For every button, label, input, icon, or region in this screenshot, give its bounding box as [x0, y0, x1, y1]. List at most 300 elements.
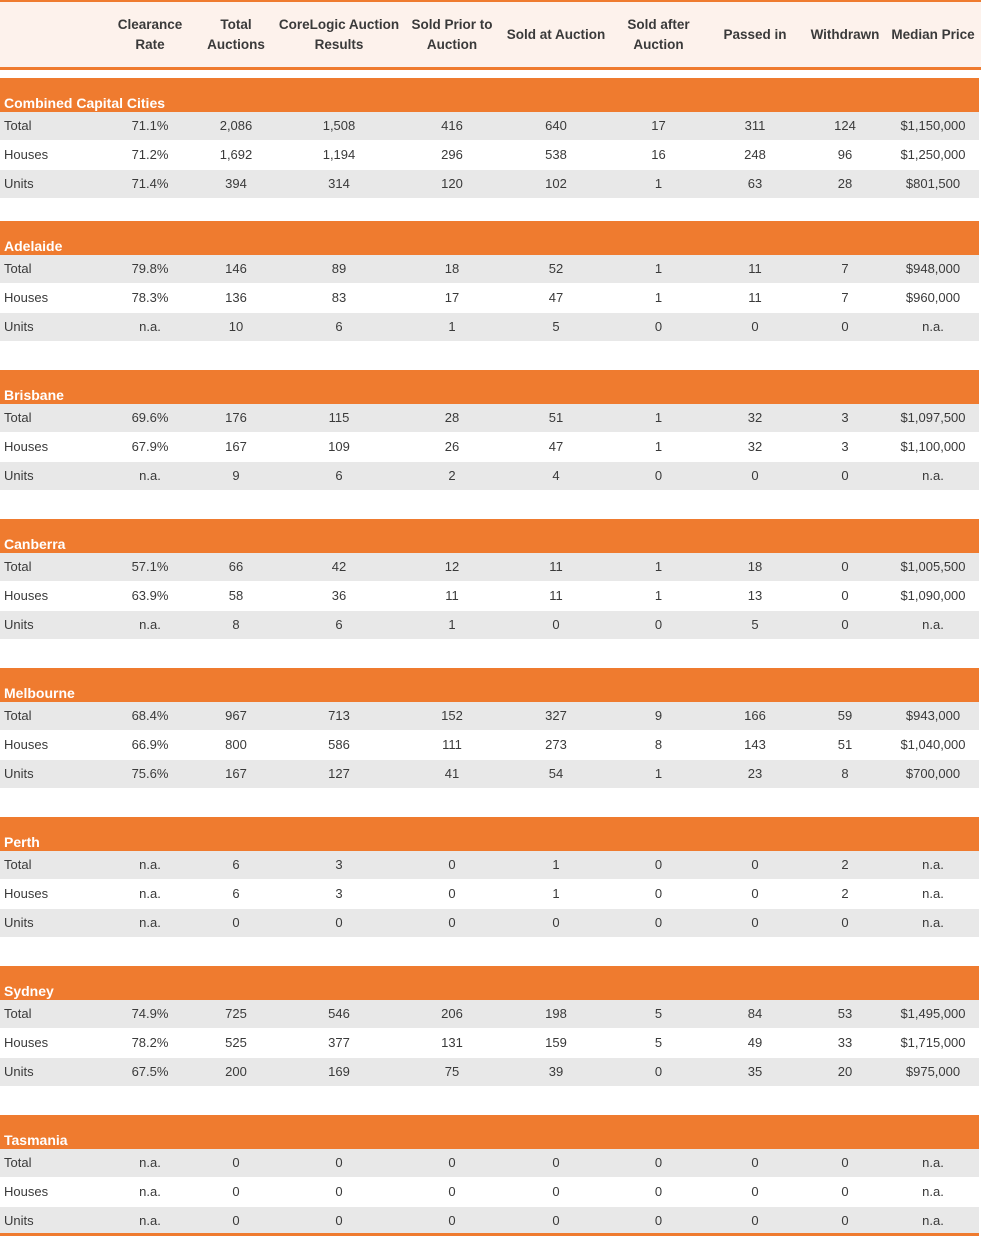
table-cell: $1,100,000: [900, 439, 966, 454]
table-cell: 84: [747, 1006, 763, 1021]
table-cell: 3: [841, 410, 849, 425]
column-header-line: Median Price: [891, 27, 975, 42]
table-cell: 0: [751, 1213, 759, 1228]
table-row: [0, 1149, 979, 1177]
table-cell: 83: [331, 290, 347, 305]
table-row: [0, 760, 979, 788]
table-cell: 57.1%: [131, 559, 169, 574]
table-cell: 75: [444, 1064, 460, 1079]
table-cell: 525: [225, 1035, 247, 1050]
table-cell: 79.8%: [131, 261, 169, 276]
table-cell: n.a.: [139, 617, 161, 632]
table-cell: 6: [232, 886, 240, 901]
table-cell: n.a.: [922, 1213, 944, 1228]
table-row: [0, 170, 979, 198]
table-row: [0, 553, 979, 581]
table-cell: 16: [651, 147, 666, 162]
table-cell: 28: [837, 176, 853, 191]
table-cell: n.a.: [922, 468, 944, 483]
table-cell: 146: [225, 261, 247, 276]
column-header-line: Results: [314, 37, 364, 52]
table-cell: 11: [445, 588, 459, 603]
table-cell: 394: [225, 176, 247, 191]
column-header: [198, 2, 274, 68]
table-cell: 0: [232, 1184, 240, 1199]
table-cell: 6: [335, 319, 343, 334]
table-cell: 0: [552, 1213, 560, 1228]
column-header: [805, 2, 885, 68]
table-cell: 1: [552, 857, 560, 872]
table-cell: $1,005,500: [900, 559, 966, 574]
table-cell: 198: [545, 1006, 567, 1021]
city-section: [0, 1115, 979, 1235]
table-cell: 169: [328, 1064, 350, 1079]
table-cell: $1,040,000: [900, 737, 966, 752]
city-name: Combined Capital Cities: [4, 95, 166, 111]
table-row: [0, 1207, 979, 1235]
city-heading-bar: [0, 817, 979, 851]
table-cell: 1: [654, 261, 663, 276]
table-cell: 5: [654, 1035, 663, 1050]
table-cell: 5: [751, 617, 759, 632]
table-cell: n.a.: [922, 857, 944, 872]
table-cell: 42: [331, 559, 347, 574]
table-row: [0, 433, 979, 461]
table-row: [0, 880, 979, 908]
table-cell: 0: [841, 559, 849, 574]
table-cell: 63.9%: [131, 588, 169, 603]
column-header: [885, 2, 981, 68]
table-cell: 0: [654, 915, 663, 930]
table-row: [0, 313, 979, 341]
table-cell: 109: [328, 439, 350, 454]
table-cell: 640: [545, 118, 567, 133]
table-cell: n.a.: [922, 915, 944, 930]
table-cell: 1,692: [219, 147, 253, 162]
table-cell: n.a.: [922, 1155, 944, 1170]
column-header-line: CoreLogic Auction: [278, 17, 400, 32]
row-label: Units: [4, 468, 34, 483]
table-cell: 0: [654, 886, 663, 901]
row-label: Units: [4, 319, 34, 334]
table-cell: n.a.: [922, 1184, 944, 1199]
table-cell: 96: [837, 147, 853, 162]
table-row: [0, 1058, 979, 1086]
row-label: Units: [4, 1064, 34, 1079]
table-cell: 28: [444, 410, 460, 425]
row-label: Total: [4, 261, 32, 276]
table-cell: 9: [232, 468, 240, 483]
table-cell: 176: [225, 410, 247, 425]
table-row: [0, 611, 979, 639]
table-cell: 0: [751, 1155, 759, 1170]
table-cell: 586: [328, 737, 350, 752]
table-cell: 143: [744, 737, 766, 752]
table-cell: 0: [841, 319, 849, 334]
city-name: Tasmania: [4, 1132, 68, 1148]
row-label: Units: [4, 617, 34, 632]
city-name: Adelaide: [4, 238, 63, 254]
table-cell: 12: [444, 559, 460, 574]
table-cell: 0: [654, 1213, 663, 1228]
table-cell: $1,715,000: [900, 1035, 966, 1050]
city-heading-bar: [0, 519, 979, 553]
row-label: Total: [4, 118, 32, 133]
table-cell: $943,000: [905, 708, 961, 723]
city-section: [0, 817, 979, 937]
city-section: [0, 370, 979, 490]
table-cell: 0: [654, 319, 663, 334]
table-cell: $948,000: [905, 261, 961, 276]
table-row: [0, 1029, 979, 1057]
table-cell: 3: [335, 857, 343, 872]
table-cell: 1: [448, 319, 456, 334]
table-cell: 0: [232, 1213, 240, 1228]
table-cell: $1,097,500: [900, 410, 966, 425]
table-cell: 1: [654, 588, 663, 603]
column-header-line: Total: [220, 17, 252, 32]
table-cell: 75.6%: [131, 766, 169, 781]
table-cell: 0: [841, 588, 849, 603]
table-cell: 71.2%: [131, 147, 169, 162]
table-cell: 311: [744, 118, 766, 133]
table-cell: 314: [328, 176, 350, 191]
table-cell: 273: [545, 737, 567, 752]
table-cell: 23: [747, 766, 763, 781]
table-cell: $1,090,000: [900, 588, 966, 603]
table-header: [0, 0, 981, 70]
table-cell: $801,500: [905, 176, 961, 191]
table-cell: 0: [552, 617, 560, 632]
table-cell: 0: [654, 468, 663, 483]
table-row: [0, 731, 979, 759]
table-cell: n.a.: [139, 915, 161, 930]
table-cell: n.a.: [139, 1213, 161, 1228]
table-cell: 327: [545, 708, 567, 723]
table-cell: 11: [549, 559, 563, 574]
table-cell: 248: [744, 147, 766, 162]
table-row: [0, 112, 979, 140]
table-row: [0, 404, 979, 432]
table-cell: 47: [548, 439, 564, 454]
table-cell: 5: [552, 319, 560, 334]
city-heading-bar: [0, 370, 979, 404]
table-cell: 7: [841, 261, 849, 276]
table-cell: 206: [441, 1006, 463, 1021]
table-cell: 11: [549, 588, 563, 603]
table-cell: 3: [841, 439, 849, 454]
table-cell: 20: [837, 1064, 853, 1079]
table-cell: 0: [448, 886, 456, 901]
table-cell: 69.6%: [131, 410, 169, 425]
table-cell: 17: [651, 118, 666, 133]
table-cell: 8: [232, 617, 240, 632]
table-cell: 0: [654, 617, 663, 632]
table-cell: 51: [548, 410, 564, 425]
table-row: [0, 582, 979, 610]
table-cell: 200: [225, 1064, 247, 1079]
table-cell: 800: [225, 737, 247, 752]
table-cell: 32: [747, 439, 763, 454]
table-cell: $1,150,000: [900, 118, 966, 133]
table-cell: 0: [335, 1213, 343, 1228]
column-header: [110, 2, 190, 68]
table-cell: 1: [654, 439, 663, 454]
table-row: [0, 1178, 979, 1206]
row-label: Houses: [4, 886, 49, 901]
row-label: Total: [4, 559, 32, 574]
table-cell: n.a.: [139, 886, 161, 901]
table-cell: 78.2%: [131, 1035, 169, 1050]
table-row: [0, 851, 979, 879]
city-section: [0, 78, 979, 198]
table-cell: 53: [837, 1006, 853, 1021]
table-cell: 0: [841, 1184, 849, 1199]
table-cell: 0: [448, 915, 456, 930]
table-cell: 0: [654, 857, 663, 872]
table-cell: 0: [552, 1155, 560, 1170]
table-cell: n.a.: [139, 1184, 161, 1199]
row-label: Houses: [4, 147, 49, 162]
table-cell: 0: [448, 1213, 456, 1228]
row-label: Total: [4, 410, 32, 425]
table-cell: 0: [654, 1184, 663, 1199]
row-label: Units: [4, 766, 34, 781]
table-cell: $960,000: [905, 290, 961, 305]
table-cell: 71.4%: [131, 176, 169, 191]
table-cell: 0: [841, 915, 849, 930]
row-label: Total: [4, 708, 32, 723]
table-cell: 66: [228, 559, 244, 574]
column-header-line: Clearance: [117, 17, 183, 32]
table-cell: $975,000: [905, 1064, 961, 1079]
table-row: [0, 284, 979, 312]
table-cell: 54: [548, 766, 564, 781]
city-heading-bar: [0, 668, 979, 702]
row-label: Total: [4, 1155, 32, 1170]
table-cell: 11: [748, 290, 762, 305]
table-cell: 725: [225, 1006, 247, 1021]
city-heading-bar: [0, 966, 979, 1000]
table-cell: 11: [748, 261, 762, 276]
row-label: Total: [4, 857, 32, 872]
row-label: Total: [4, 1006, 32, 1021]
table-cell: 7: [841, 290, 849, 305]
table-cell: 71.1%: [131, 118, 169, 133]
city-section: [0, 221, 979, 341]
table-cell: 115: [328, 410, 350, 425]
table-cell: 0: [841, 617, 849, 632]
city-name: Melbourne: [4, 685, 75, 701]
table-cell: 58: [228, 588, 244, 603]
row-label: Units: [4, 1213, 34, 1228]
table-cell: 713: [328, 708, 350, 723]
table-cell: 1: [654, 766, 663, 781]
table-cell: 0: [448, 1184, 456, 1199]
table-cell: 89: [331, 261, 347, 276]
table-cell: 13: [747, 588, 763, 603]
table-cell: 296: [441, 147, 463, 162]
table-cell: 2: [841, 857, 849, 872]
column-header-line: Sold at Auction: [506, 27, 606, 42]
table-cell: 3: [335, 886, 343, 901]
column-header: [404, 2, 500, 68]
table-cell: 63: [747, 176, 763, 191]
table-cell: $1,250,000: [900, 147, 966, 162]
table-cell: 0: [751, 319, 759, 334]
column-header: [705, 2, 805, 68]
column-header-line: Passed in: [723, 27, 787, 42]
city-name: Canberra: [4, 536, 66, 552]
table-cell: n.a.: [139, 468, 161, 483]
table-cell: n.a.: [139, 319, 161, 334]
table-cell: 32: [747, 410, 763, 425]
city-section: [0, 966, 979, 1086]
table-cell: 538: [545, 147, 567, 162]
table-cell: 127: [328, 766, 350, 781]
table-cell: 0: [232, 1155, 240, 1170]
table-cell: 0: [841, 468, 849, 483]
table-cell: 4: [552, 468, 560, 483]
row-label: Houses: [4, 1184, 49, 1199]
table-cell: 9: [654, 708, 663, 723]
table-cell: 0: [751, 1184, 759, 1199]
city-name: Sydney: [4, 983, 54, 999]
city-name: Brisbane: [4, 387, 64, 403]
table-cell: 1: [552, 886, 560, 901]
table-cell: 1: [654, 176, 663, 191]
table-cell: n.a.: [922, 886, 944, 901]
column-header: [500, 2, 612, 68]
table-cell: 1: [654, 559, 663, 574]
table-cell: 0: [654, 1155, 663, 1170]
table-cell: 0: [841, 1155, 849, 1170]
table-cell: 0: [841, 1213, 849, 1228]
column-header-line: Auction: [633, 37, 684, 52]
city-name: Perth: [4, 834, 40, 850]
city-section: [0, 519, 979, 639]
table-row: [0, 141, 979, 169]
table-cell: 6: [232, 857, 240, 872]
table-cell: 0: [751, 915, 759, 930]
table-cell: 1: [654, 290, 663, 305]
row-label: Houses: [4, 588, 49, 603]
table-row: [0, 909, 979, 937]
table-cell: 159: [545, 1035, 567, 1050]
table-cell: 152: [441, 708, 463, 723]
row-label: Houses: [4, 1035, 49, 1050]
table-cell: 124: [834, 118, 856, 133]
table-cell: 1,508: [322, 118, 356, 133]
city-heading-bar: [0, 78, 979, 112]
table-cell: 0: [751, 886, 759, 901]
column-header-line: Rate: [135, 37, 165, 52]
city-heading-bar: [0, 1115, 979, 1149]
table-cell: 74.9%: [131, 1006, 169, 1021]
table-cell: 546: [328, 1006, 350, 1021]
table-cell: 416: [441, 118, 463, 133]
table-cell: 78.3%: [131, 290, 169, 305]
row-label: Units: [4, 176, 34, 191]
table-cell: 377: [328, 1035, 350, 1050]
table-cell: n.a.: [139, 1155, 161, 1170]
table-cell: 0: [335, 915, 343, 930]
table-cell: 59: [837, 708, 853, 723]
table-cell: 36: [331, 588, 347, 603]
table-cell: $700,000: [905, 766, 961, 781]
table-cell: 0: [232, 915, 240, 930]
table-cell: 67.5%: [131, 1064, 169, 1079]
table-cell: 6: [335, 617, 343, 632]
column-header-line: Auction: [426, 37, 478, 52]
table-cell: 10: [228, 319, 244, 334]
table-cell: 136: [225, 290, 247, 305]
table-cell: 5: [654, 1006, 663, 1021]
table-cell: 0: [751, 857, 759, 872]
table-cell: 26: [444, 439, 460, 454]
table-cell: n.a.: [922, 319, 944, 334]
table-cell: 0: [335, 1155, 343, 1170]
table-cell: 167: [225, 766, 247, 781]
table-cell: 35: [747, 1064, 763, 1079]
table-cell: 1: [654, 410, 663, 425]
table-row: [0, 255, 979, 283]
table-cell: 0: [448, 857, 456, 872]
column-header-line: Sold after: [627, 17, 690, 32]
table-cell: 0: [335, 1184, 343, 1199]
table-cell: 0: [654, 1064, 663, 1079]
table-cell: 0: [448, 1155, 456, 1170]
table-cell: 68.4%: [131, 708, 169, 723]
table-cell: 102: [545, 176, 567, 191]
table-cell: 967: [225, 708, 247, 723]
row-label: Houses: [4, 290, 49, 305]
table-cell: 39: [548, 1064, 564, 1079]
table-cell: 66.9%: [131, 737, 169, 752]
table-cell: 17: [444, 290, 460, 305]
column-header: [612, 2, 705, 68]
table-cell: 0: [751, 468, 759, 483]
column-header-line: Withdrawn: [810, 27, 880, 42]
table-cell: 111: [442, 737, 462, 752]
column-header-line: Sold Prior to: [411, 17, 493, 32]
table-cell: $1,495,000: [900, 1006, 966, 1021]
table-cell: n.a.: [922, 617, 944, 632]
row-label: Houses: [4, 439, 49, 454]
table-cell: 49: [747, 1035, 763, 1050]
column-header: [274, 2, 404, 68]
table-cell: 33: [837, 1035, 853, 1050]
table-cell: 2,086: [219, 118, 253, 133]
city-section: [0, 668, 979, 788]
table-cell: 52: [548, 261, 564, 276]
column-header-line: Auctions: [207, 37, 265, 52]
table-cell: 167: [225, 439, 247, 454]
row-label: Houses: [4, 737, 49, 752]
table-cell: 0: [552, 915, 560, 930]
table-cell: 51: [837, 737, 853, 752]
table-row: [0, 702, 979, 730]
table-cell: n.a.: [139, 857, 161, 872]
table-cell: 6: [335, 468, 343, 483]
table-row: [0, 462, 979, 490]
table-cell: 18: [747, 559, 763, 574]
table-cell: 1: [448, 617, 456, 632]
table-cell: 1,194: [322, 147, 356, 162]
table-cell: 67.9%: [131, 439, 169, 454]
table-cell: 8: [841, 766, 849, 781]
table-cell: 120: [441, 176, 463, 191]
